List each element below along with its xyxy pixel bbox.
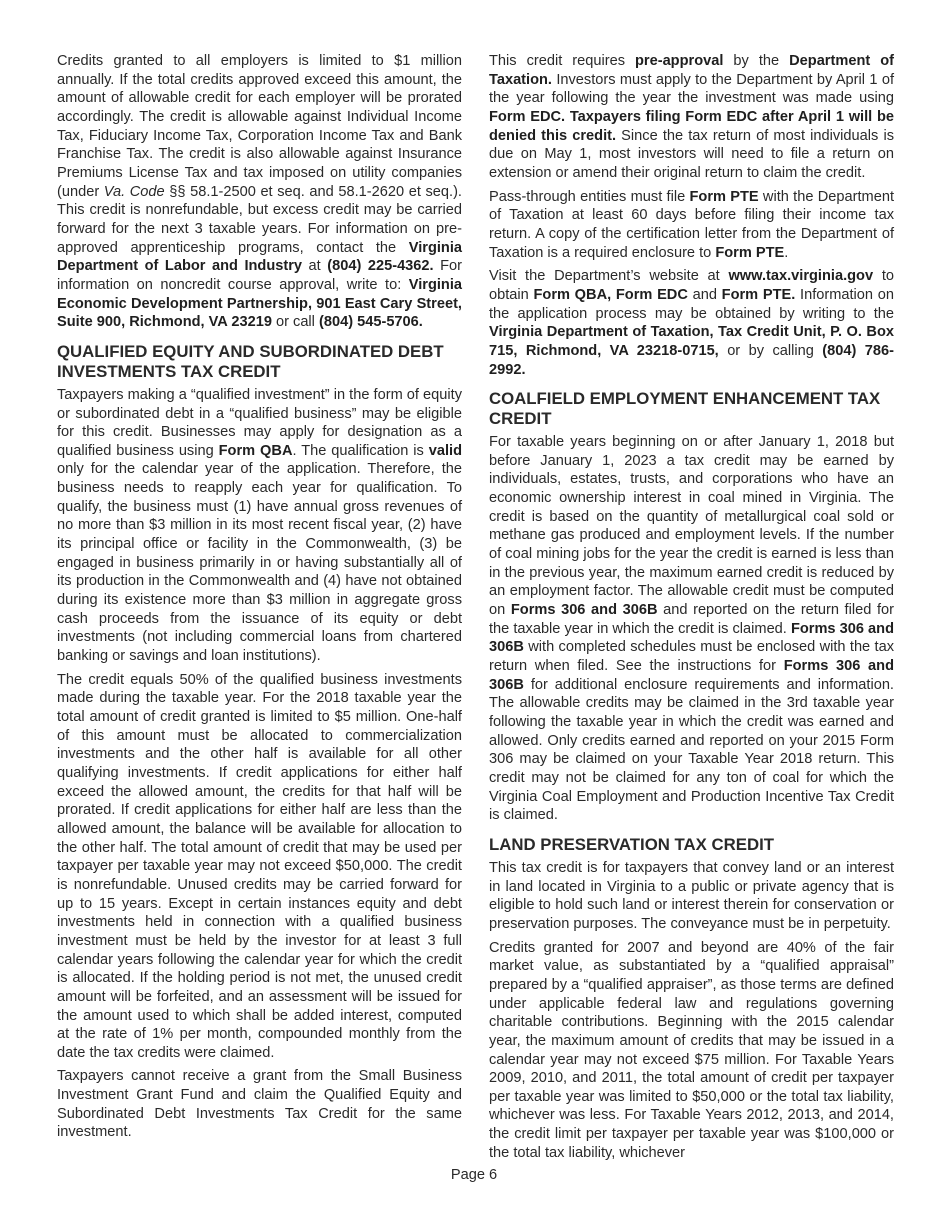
text-run: by the [723, 53, 790, 69]
left-column [57, 52, 462, 1147]
apprenticeship-credit-continued-paragraph [57, 52, 462, 332]
text-run: or call [271, 314, 319, 331]
italic-text: Va. Code [103, 183, 165, 200]
text-run: and [687, 286, 722, 303]
text-run: Taxpayers making a “qualified investment” in the form of equity or subordinated debt in a “qualified business” may be eligible for this credit. Businesses may apply for designation as a qualified business using [57, 386, 462, 459]
bold-text: Department of Taxation. [489, 53, 894, 88]
phone-number: (804) 225-4362. [327, 258, 434, 275]
land-preservation-credit-amount-paragraph: Credits granted for 2007 and beyond are 40% of the fair market value, as substantiated by a “qualified appraisal” prepared by a “qualified appraiser”, as those terms are defined under applicable federal law and regulations governing charitable contributions. Beginning with the 2015 calendar year, the maximum amount of credits that may be issued in a calendar year may not exceed $75 million. For Taxable Years 2009, 2010, and 2011, the total amount of credit per taxpayer per taxable year was limited to $50,000 or the total tax liability, whichever was less. For Taxable Years 2012, 2013, and 2014, the credit limit per taxpayer per taxable year was $100,000 or the total tax liability, whichever [489, 939, 894, 1161]
text-run: This credit requires [489, 53, 635, 69]
text-run: to obtain [489, 268, 894, 303]
page-footer [0, 1167, 950, 1183]
text-run: . The qualification is [292, 442, 429, 459]
bold-text: Forms 306 and 306B [489, 658, 894, 693]
bold-text: Form PTE [689, 188, 759, 205]
text-run: Pass-through entities must file [489, 188, 690, 205]
text-run: Credits granted to all employers is limited to $1 million annually. If the total credits approved exceed this amount, the amount of allowable credit for each employer will be prorated accordingly. The credit is allowable against Individual Income Tax, Fiduciary Income Tax, Corporation Income Tax and Bank Franchise Tax. The credit is also allowable against Insurance Premiums License Tax and tax imposed on utility companies (under [57, 53, 462, 200]
text-run: Visit the Department’s website at [489, 268, 729, 285]
qualified-equity-credit-amount-paragraph: The credit equals 50% of the qualified business investments made during the taxable year. For the 2018 taxable year the total amount of credit granted is limited to $5 million. One-half of this amount must be allocated to commercialization investments and the other half is available for all other qualifying investments. If credit applications for either half exceed the allowed amount, the credits for that half will be prorated. If credit applications for either half are less than the allowed amount, the balance will be available for allocation to the other half. The total amount of credit that may be used per taxpayer per taxable year may not exceed $50,000. The credit is nonrefundable. Unused credits may be carried forward for up to 15 years. Except in certain instances equity and debt investments held in connection with a qualified business investment must be held by the investor for at least 3 full calendar years following the calendar year for which the credit is allocated. If the holding period is not met, the unused credit amount will be forfeited, and an assessment will be issued for the amount used to which shall be added interest, computed at the rate of 1% per month, compounded monthly from the date the tax credits were claimed. [57, 671, 462, 1061]
coalfield-credit-paragraph [489, 433, 894, 825]
text-run: §§ 58.1-2500 et seq. and 58.1-2620 et seq.). This credit is nonrefundable, but excess credit may be carried forward for the next 3 taxable years. For information on pre-approved apprenticeship programs, contact the [57, 183, 462, 256]
qualified-equity-grant-restriction-paragraph: Taxpayers cannot receive a grant from the Small Business Investment Grant Fund and claim the Qualified Equity and Subordinated Debt Investments Tax Credit for the same investment. [57, 1068, 462, 1141]
bold-text: Form EDC. Taxpayers filing Form EDC after April 1 will be denied this credit. [489, 108, 894, 144]
mailing-address: Virginia Economic Development Partnership, 901 East Cary Street, Suite 900, Richmond, VA 23219 [57, 276, 462, 331]
qualified-equity-intro-paragraph [57, 386, 462, 666]
pass-through-entities-paragraph [489, 188, 894, 263]
text-run: Investors must apply to the Department by April 1 of the year following the year the investment was made using [489, 71, 894, 107]
text-run: . [784, 244, 789, 261]
bold-text: Form QBA, Form EDC [533, 286, 688, 303]
bold-text: Form PTE [715, 244, 785, 261]
text-run: and reported on the return filed for the taxable year in which the credit is claimed. [489, 602, 894, 637]
page-number: Page 6 [450, 1167, 498, 1183]
text-run: For taxable years beginning on or after January 1, 2018 but before January 1, 2023 a tax credit may be earned by individuals, estates, trusts, and corporations who have an economic ownership interest in coal mined in Virginia. The credit is based on the quantity of metallurgical coal sold or methane gas produced and employment levels. If the number of coal mining jobs for the year the credit is earned is less than in the previous year, the maximum earned credit is reduced by an employment factor. The allowable credit must be computed on [489, 434, 894, 619]
phone-number: (804) 786-2992. [489, 342, 895, 378]
bold-text: Virginia Department of Labor and Industry [57, 239, 462, 275]
bold-text: Form QBA [218, 442, 293, 459]
bold-text: pre-approval [635, 53, 724, 69]
website-link[interactable]: www.tax.virginia.gov [728, 268, 874, 285]
section-heading-coalfield: COALFIELD EMPLOYMENT ENHANCEMENT TAX CREDIT [489, 389, 881, 429]
text-run: only for the calendar year of the application. Therefore, the business needs to reapply each year for qualification. To qualify, the business must (1) have annual gross revenues of no more than $3 million in its most recent fiscal year, (2) have its principal office or facility in the Commonwealth, (3) be engaged in business primarily in or having substantially all of its production in the Commonwealth and (4) have not obtained during its existence more than $3 million in aggregate gross cash proceeds from the issuance of its equity or debt investments (not including commercial loans from chartered banking or savings and loan institutions). [57, 461, 462, 665]
text-run: with completed schedules must be enclosed with the tax return when filed. See the instructions for [489, 639, 894, 675]
text-run: for additional enclosure requirements and information. The allowable credits may be claimed in the 3rd taxable year following the taxable year in which the credit was earned and allowed. Only credits earned and reported on your 2015 Form 306 may be claimed on your Taxable Year 2018 return. This credit may not be claimed for any ton of coal for which the Virginia Coal Employment and Production Incentive Tax Credit is claimed. [489, 676, 894, 824]
text-run: Since the tax return of most individuals is due on May 1, most investors will need to file a return on extension or amend their original return to claim the credit. [489, 127, 894, 181]
phone-number: (804) 545-5706. [318, 314, 423, 331]
mailing-address: Virginia Department of Taxation, Tax Credit Unit, P. O. Box 715, Richmond, VA 23218-0715, [489, 324, 894, 359]
bold-text: Forms 306 and 306B [510, 602, 658, 619]
text-run: with the Department of Taxation at least 60 days before filing their income tax return. A copy of the certification letter from the Department of Taxation is a required enclosure to [489, 188, 894, 261]
pre-approval-paragraph [489, 52, 894, 183]
text-run: For information on noncredit course approval, write to: [57, 258, 463, 293]
section-heading-qualified-equity: QUALIFIED EQUITY AND SUBORDINATED DEBT INVESTMENTS TAX CREDIT [57, 341, 444, 381]
land-preservation-intro-paragraph: This tax credit is for taxpayers that convey land or an interest in land located in Virginia to a public or private agency that is eligible to hold such land or interest therein for conservation or preservation purposes. The conveyance must be in perpetuity. [489, 859, 894, 932]
right-column [489, 52, 894, 1167]
bold-text: valid [428, 442, 463, 459]
section-heading-land-preservation: LAND PRESERVATION TAX CREDIT [489, 834, 774, 854]
website-info-paragraph [489, 267, 894, 379]
text-run: or by calling [718, 342, 823, 359]
bold-text: Forms 306 and 306B [489, 620, 894, 656]
bold-text: Form PTE. [721, 286, 796, 303]
text-run: at [302, 258, 328, 275]
text-run: Information on the application process may be obtained by writing to the [489, 286, 894, 322]
